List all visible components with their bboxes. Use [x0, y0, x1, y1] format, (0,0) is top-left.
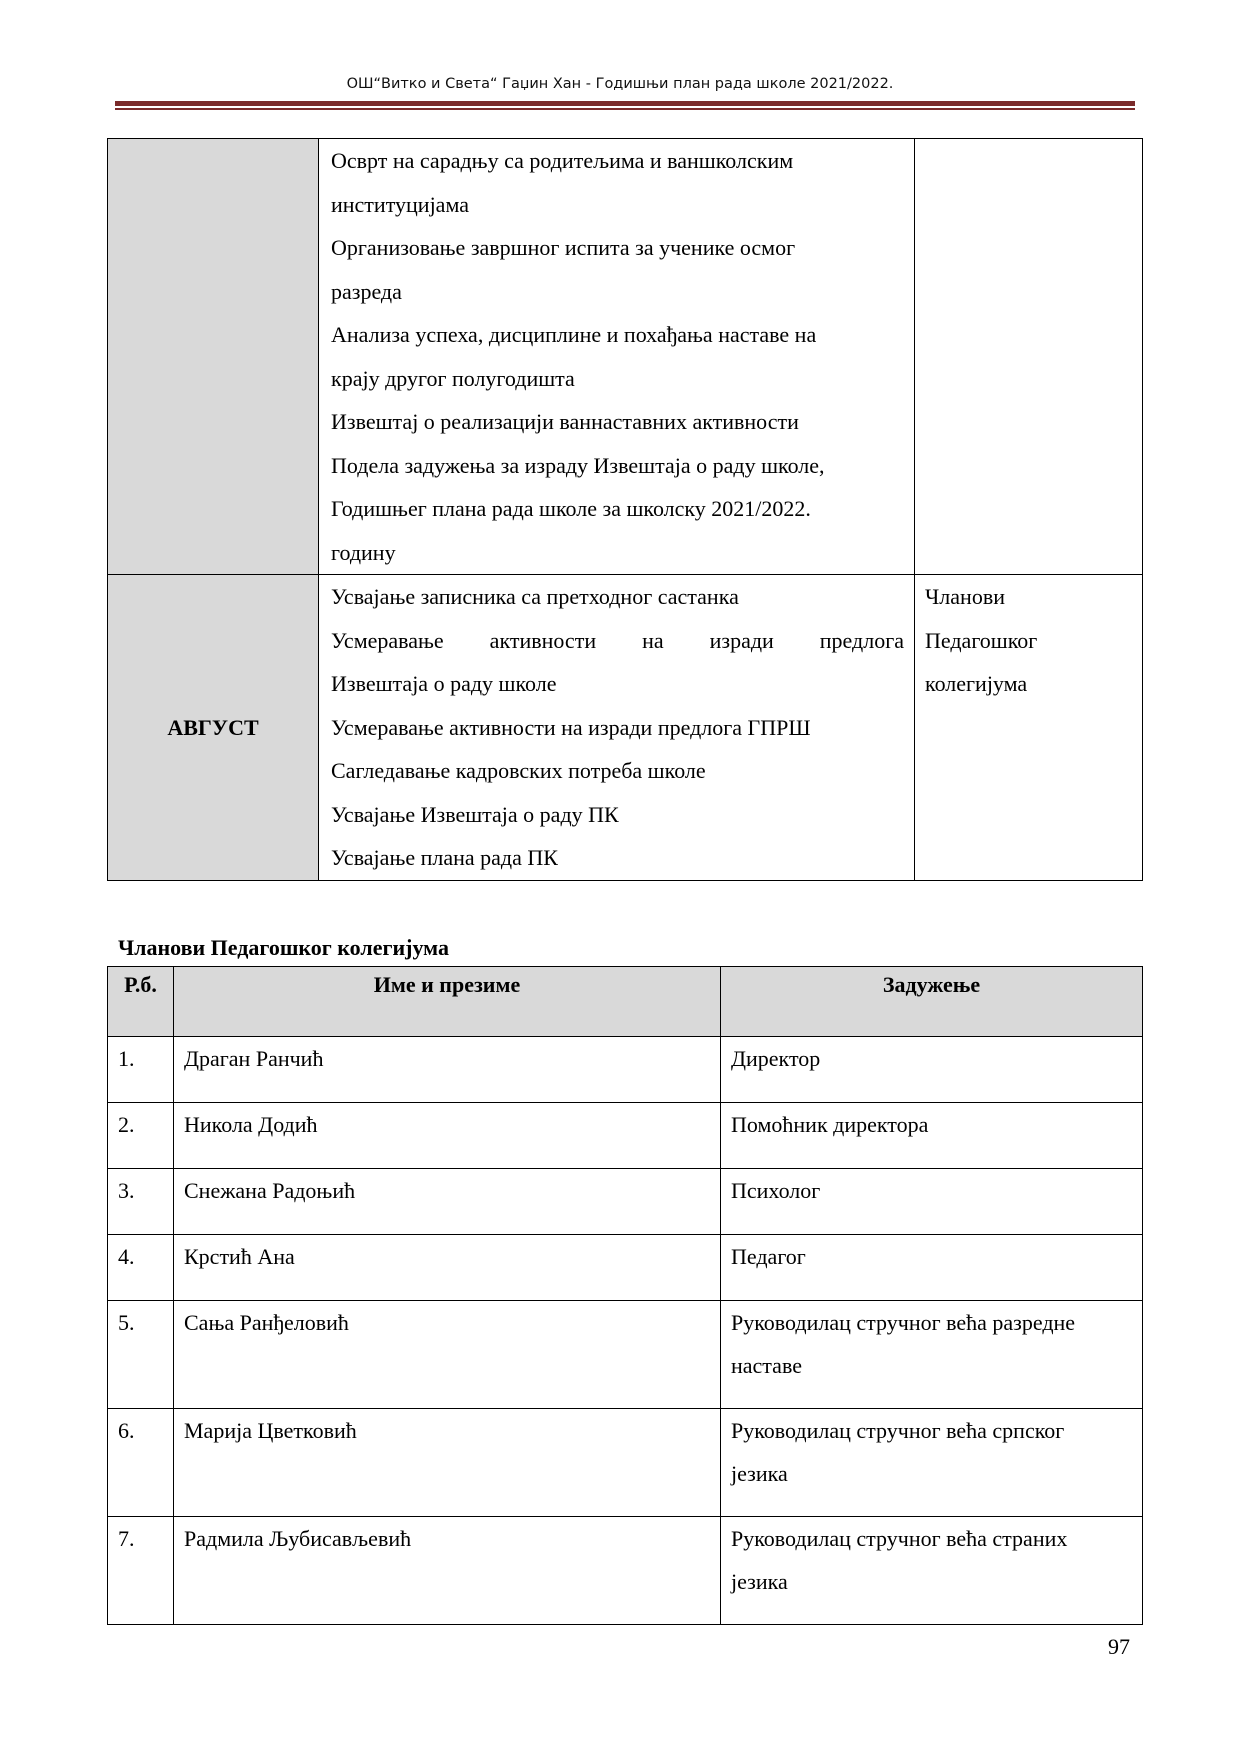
table-row — [108, 1517, 1143, 1625]
duty-line: Педагог — [731, 1244, 806, 1269]
activity-line: Усмеравање активности на изради предлога — [331, 627, 904, 653]
plan-row — [108, 139, 1143, 575]
members-header-row — [108, 967, 1143, 1037]
page-number: 97 — [1108, 1634, 1130, 1659]
column-header-name: Име и презиме — [174, 967, 721, 1037]
activity-line: разреда — [331, 278, 402, 304]
member-name: Драган Ранчић — [174, 1037, 721, 1103]
responsible-line: Чланови — [925, 584, 1005, 609]
header-rule-thin — [115, 108, 1135, 110]
duty-line: Директор — [731, 1046, 821, 1071]
activity-line: институцијама — [331, 191, 469, 217]
plan-table — [107, 138, 1143, 881]
activity-line: Анализа успеха, дисциплине и похађања наставе на — [331, 322, 817, 347]
duty-line: Руководилац стручног већа српског — [731, 1418, 1065, 1443]
plan-row — [108, 575, 1143, 881]
member-duty — [721, 1169, 1143, 1235]
duty-line: наставе — [731, 1353, 802, 1378]
table-row — [108, 1169, 1143, 1235]
activity-line: годину — [331, 539, 396, 565]
member-number: 7. — [108, 1517, 174, 1625]
duty-line: језика — [731, 1461, 788, 1486]
member-duty — [721, 1301, 1143, 1409]
activity-line: Усвајање Извештаја о раду ПК — [331, 801, 619, 827]
member-duty — [721, 1235, 1143, 1301]
activity-line: Усвајање плана рада ПК — [331, 845, 558, 870]
member-name: Марија Цветковић — [174, 1409, 721, 1517]
members-title: Чланови Педагошког колегијума — [118, 935, 450, 960]
member-duty — [721, 1517, 1143, 1625]
member-number: 4. — [108, 1235, 174, 1301]
member-number: 2. — [108, 1103, 174, 1169]
activity-line: Годишњег плана рада школе за школску 2021/2022. — [331, 496, 811, 521]
column-header-number: Р.б. — [108, 967, 174, 1037]
activity-line: крају другог полугодишта — [331, 365, 575, 391]
activity-line: Подела задужења за израду Извештаја о раду школе, — [331, 452, 825, 478]
duty-line: Руководилац стручног већа страних — [731, 1526, 1068, 1551]
month-cell: АВГУСТ — [108, 575, 319, 881]
responsible-cell — [915, 575, 1143, 881]
member-name: Крстић Ана — [174, 1235, 721, 1301]
activity-line: Извештаја о раду школе — [331, 671, 557, 696]
member-number: 5. — [108, 1301, 174, 1409]
members-table — [107, 966, 1143, 1625]
member-name: Никола Додић — [174, 1103, 721, 1169]
member-duty — [721, 1103, 1143, 1169]
table-row — [108, 1301, 1143, 1409]
activity-line: Осврт на сарадњу са родитељима и ваншколским — [331, 148, 794, 173]
column-header-duty: Задужење — [721, 967, 1143, 1037]
header-rule — [115, 101, 1135, 106]
table-row — [108, 1235, 1143, 1301]
duty-line: Психолог — [731, 1178, 821, 1203]
month-cell — [108, 139, 319, 575]
member-duty — [721, 1037, 1143, 1103]
member-number: 6. — [108, 1409, 174, 1517]
responsible-cell — [915, 139, 1143, 575]
responsible-line: колегијума — [925, 671, 1028, 696]
activity-line: Сагледавање кадровских потреба школе — [331, 758, 706, 783]
duty-line: Помоћник директора — [731, 1112, 929, 1137]
responsible-line: Педагошког — [925, 627, 1038, 653]
duty-line: Руководилац стручног већа разредне — [731, 1310, 1076, 1335]
member-duty — [721, 1409, 1143, 1517]
activity-line: Усвајање записника са претходног састанка — [331, 584, 739, 609]
table-row — [108, 1103, 1143, 1169]
member-name: Сања Ранђеловић — [174, 1301, 721, 1409]
member-name: Радмила Љубисављевић — [174, 1517, 721, 1625]
activity-line: Извештај о реализацији ваннаставних активности — [331, 409, 799, 434]
activity-line: Усмеравање активности на изради предлога ГПРШ — [331, 714, 811, 740]
table-row — [108, 1037, 1143, 1103]
activities-cell — [319, 139, 915, 575]
member-number: 3. — [108, 1169, 174, 1235]
activity-line: Организовање завршног испита за ученике осмог — [331, 235, 796, 260]
member-number: 1. — [108, 1037, 174, 1103]
member-name: Снежана Радоњић — [174, 1169, 721, 1235]
table-row — [108, 1409, 1143, 1517]
duty-line: језика — [731, 1569, 788, 1594]
activities-cell — [319, 575, 915, 881]
page-header: ОШ“Витко и Света“ Гаџин Хан - Годишњи план рада школе 2021/2022. — [346, 76, 894, 92]
